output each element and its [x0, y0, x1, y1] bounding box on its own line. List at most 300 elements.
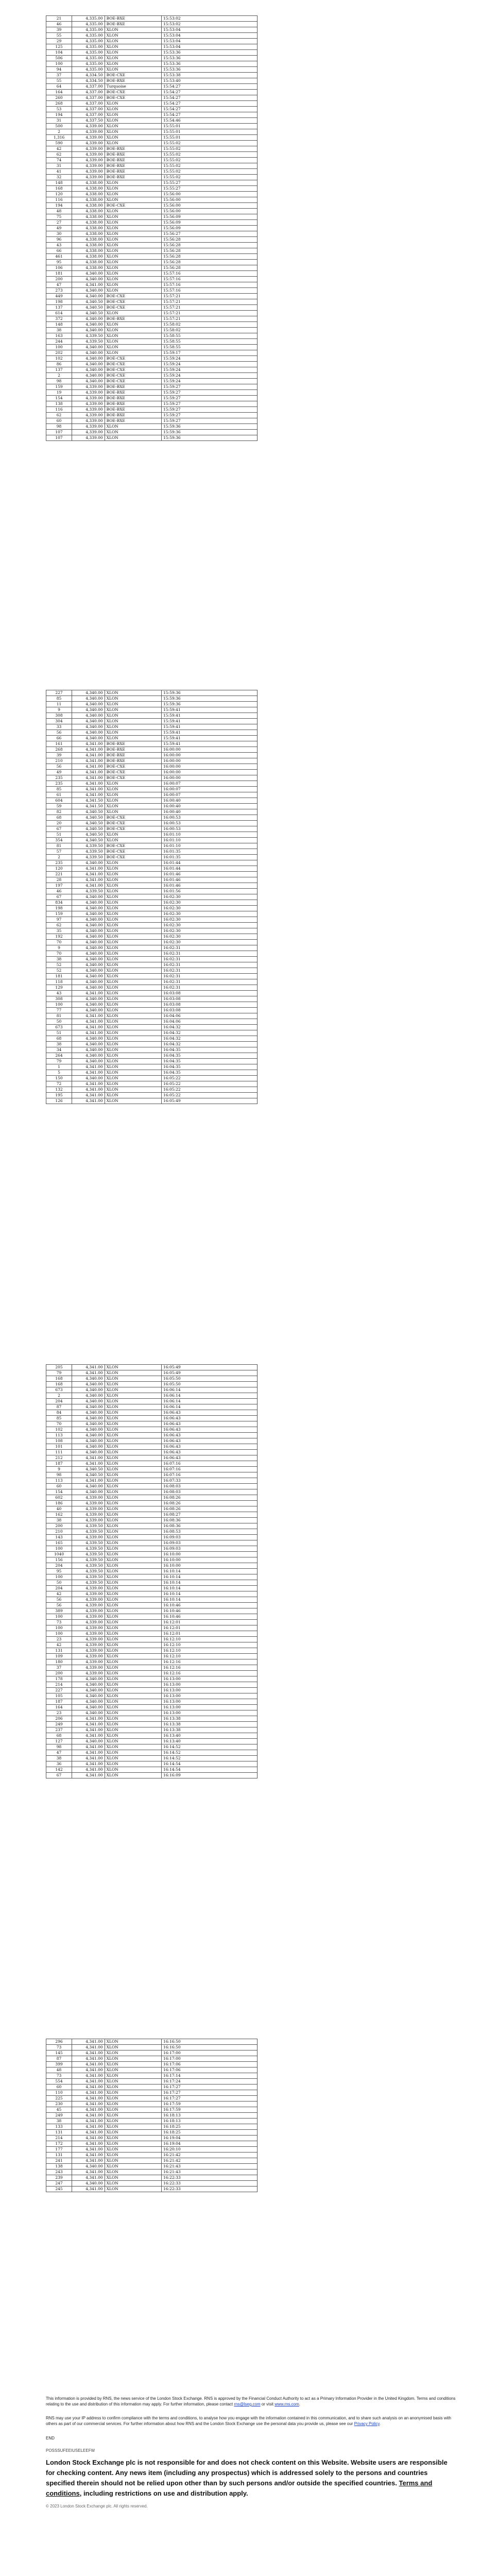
volume-cell: 214 [46, 1682, 72, 1688]
table-row [46, 1506, 258, 1512]
venue-cell: BOE-BXE [105, 747, 161, 753]
volume-cell: 180 [46, 1659, 72, 1665]
volume-cell: 673 [46, 1387, 72, 1393]
time-cell: 15:59:41 [161, 719, 257, 724]
venue-cell: XLON [105, 2153, 161, 2158]
volume-cell: 67 [46, 826, 72, 832]
venue-cell: XLON [105, 1387, 161, 1393]
table-row [46, 1087, 258, 1093]
rns-email-link[interactable]: rns@lseg.com [234, 2402, 261, 2406]
venue-cell: XLON [105, 702, 161, 707]
price-cell: 4,340.00 [72, 1399, 105, 1404]
price-cell: 4,340.00 [72, 1710, 105, 1716]
volume-cell: 100 [46, 1614, 72, 1620]
table-row [46, 911, 258, 917]
table-row [46, 815, 258, 821]
venue-cell: XLON [105, 2158, 161, 2164]
price-cell: 4,339.00 [72, 1586, 105, 1591]
price-cell: 4,340.00 [72, 1036, 105, 1042]
price-cell: 4,339.00 [72, 1535, 105, 1540]
table-row [46, 957, 258, 962]
volume-cell: 43 [46, 243, 72, 248]
venue-cell: XLON [105, 1546, 161, 1552]
table-row [46, 1070, 258, 1076]
time-cell: 16:02:31 [161, 962, 257, 968]
table-row [46, 832, 258, 838]
price-cell: 4,341.00 [72, 792, 105, 798]
price-cell: 4,337.50 [72, 118, 105, 124]
volume-cell: 168 [46, 186, 72, 192]
price-cell: 4,341.00 [72, 770, 105, 775]
table-row [46, 2130, 258, 2136]
venue-cell: XLON [105, 877, 161, 883]
volume-cell: 212 [46, 1455, 72, 1461]
price-cell: 4,337.00 [72, 112, 105, 118]
volume-cell: 500 [46, 124, 72, 129]
time-cell: 16:02:30 [161, 940, 257, 945]
time-cell: 16:04:06 [161, 1013, 257, 1019]
venue-cell: BOE-BXE [105, 16, 161, 22]
price-cell: 4,341.00 [72, 1727, 105, 1733]
time-cell: 16:06:43 [161, 1438, 257, 1444]
table-row [46, 1444, 258, 1450]
time-cell: 15:59:24 [161, 362, 257, 367]
price-cell: 4,341.00 [72, 2147, 105, 2153]
table-row [46, 1540, 258, 1546]
table-row [46, 101, 258, 107]
table-row [46, 214, 258, 220]
venue-cell: XLON [105, 2079, 161, 2084]
volume-cell: 100 [46, 1625, 72, 1631]
venue-cell: XLON [105, 696, 161, 702]
price-cell: 4,341.50 [72, 798, 105, 804]
venue-cell: XLON [105, 2039, 161, 2045]
table-row [46, 1563, 258, 1569]
time-cell: 16:13:00 [161, 1676, 257, 1682]
table-row [46, 849, 258, 855]
time-cell: 16:02:30 [161, 911, 257, 917]
volume-cell: 192 [46, 934, 72, 940]
price-cell: 4,341.00 [72, 1773, 105, 1778]
price-cell: 4,340.50 [72, 305, 105, 311]
price-cell: 4,338.00 [72, 231, 105, 237]
table-row [46, 328, 258, 333]
time-cell: 16:13:00 [161, 1705, 257, 1710]
price-cell: 4,341.00 [72, 1087, 105, 1093]
venue-cell: XLON [105, 838, 161, 843]
table-row [46, 209, 258, 214]
table-row [46, 2153, 258, 2158]
venue-cell: XLON [105, 1478, 161, 1484]
volume-cell: 100 [46, 345, 72, 350]
volume-cell: 55 [46, 78, 72, 84]
venue-cell: XLON [105, 1008, 161, 1013]
table-row [46, 152, 258, 158]
time-cell: 15:54:27 [161, 95, 257, 101]
time-cell: 16:10:00 [161, 1552, 257, 1557]
table-row [46, 61, 258, 67]
venue-cell: XLON [105, 345, 161, 350]
venue-cell: XLON [105, 2164, 161, 2170]
volume-cell: 235 [46, 860, 72, 866]
price-cell: 4,341.00 [72, 2136, 105, 2141]
table-row [46, 1756, 258, 1761]
price-cell: 4,341.00 [72, 2073, 105, 2079]
time-cell: 16:14:52 [161, 1756, 257, 1761]
rns-website-link[interactable]: www.rns.com [275, 2402, 299, 2406]
venue-cell: BOE-CXE [105, 356, 161, 362]
venue-cell: XLON [105, 2147, 161, 2153]
volume-cell: 399 [46, 2062, 72, 2067]
price-cell: 4,340.00 [72, 1404, 105, 1410]
volume-cell: 94 [46, 67, 72, 73]
table-row [46, 118, 258, 124]
volume-cell: 23 [46, 1637, 72, 1642]
price-cell: 4,339.00 [72, 158, 105, 163]
price-cell: 4,338.00 [72, 248, 105, 254]
volume-cell: 32 [46, 175, 72, 180]
table-row [46, 1093, 258, 1098]
time-cell: 16:02:30 [161, 906, 257, 911]
volume-cell: 73 [46, 2073, 72, 2079]
venue-cell: XLON [105, 107, 161, 112]
table-row [46, 719, 258, 724]
time-cell: 15:58:55 [161, 345, 257, 350]
venue-cell: XLON [105, 197, 161, 203]
price-cell: 4,341.00 [72, 2050, 105, 2056]
time-cell: 16:04:32 [161, 1025, 257, 1030]
price-cell: 4,340.50 [72, 832, 105, 838]
price-cell: 4,340.00 [72, 707, 105, 713]
time-cell: 15:55:02 [161, 141, 257, 146]
venue-cell: BOE-BXE [105, 175, 161, 180]
volume-cell: 120 [46, 192, 72, 197]
price-cell: 4,339.00 [72, 1512, 105, 1518]
table-row [46, 2056, 258, 2062]
table-row [46, 781, 258, 787]
venue-cell: XLON [105, 1365, 161, 1370]
time-cell: 15:56:28 [161, 265, 257, 271]
price-cell: 4,341.00 [72, 1098, 105, 1104]
volume-cell: 673 [46, 1025, 72, 1030]
table-row [46, 1659, 258, 1665]
privacy-policy-link[interactable]: Privacy Policy [354, 2421, 380, 2426]
time-cell: 16:05:50 [161, 1376, 257, 1382]
price-cell: 4,341.00 [72, 1070, 105, 1076]
time-cell: 16:06:14 [161, 1399, 257, 1404]
table-row [46, 1580, 258, 1586]
volume-cell: 98 [46, 1472, 72, 1478]
price-cell: 4,339.00 [72, 435, 105, 441]
time-cell: 16:04:35 [161, 1070, 257, 1076]
table-row [46, 1438, 258, 1444]
table-row [46, 1591, 258, 1597]
price-cell: 4,341.00 [72, 2141, 105, 2147]
volume-cell: 107 [46, 435, 72, 441]
price-cell: 4,340.00 [72, 934, 105, 940]
venue-cell: XLON [105, 866, 161, 872]
time-cell: 16:17:06 [161, 2062, 257, 2067]
time-cell: 15:56:28 [161, 248, 257, 254]
time-cell: 16:13:40 [161, 1739, 257, 1744]
price-cell: 4,339.50 [72, 849, 105, 855]
volume-cell: 68 [46, 815, 72, 821]
venue-cell: XLON [105, 934, 161, 940]
volume-cell: 168 [46, 1382, 72, 1387]
price-cell: 4,341.00 [72, 2107, 105, 2113]
time-cell: 15:55:02 [161, 163, 257, 169]
volume-cell: 106 [46, 265, 72, 271]
time-cell: 16:00:07 [161, 781, 257, 787]
table-row [46, 1501, 258, 1506]
price-cell: 4,339.50 [72, 339, 105, 345]
table-row [46, 2164, 258, 2170]
table-row [46, 1461, 258, 1467]
price-cell: 4,339.00 [72, 407, 105, 413]
venue-cell: XLON [105, 2073, 161, 2079]
volume-cell: 296 [46, 2039, 72, 2045]
table-row [46, 243, 258, 248]
venue-cell: BOE-CXE [105, 294, 161, 299]
volume-cell: 602 [46, 1495, 72, 1501]
venue-cell: BOE-BXE [105, 316, 161, 322]
time-cell: 16:18:13 [161, 2119, 257, 2124]
price-cell: 4,341.00 [72, 2090, 105, 2096]
table-row [46, 350, 258, 356]
volume-cell: 268 [46, 747, 72, 753]
table-row [46, 1574, 258, 1580]
table-row [46, 923, 258, 928]
table-row [46, 1625, 258, 1631]
volume-cell: 9 [46, 1467, 72, 1472]
table-row [46, 39, 258, 44]
volume-cell: 48 [46, 2067, 72, 2073]
time-cell: 16:01:35 [161, 855, 257, 860]
volume-cell: 84 [46, 1410, 72, 1416]
time-cell: 16:06:43 [161, 1410, 257, 1416]
volume-cell: 1,316 [46, 135, 72, 141]
price-cell: 4,338.00 [72, 186, 105, 192]
volume-cell: 110 [46, 2090, 72, 2096]
volume-cell: 154 [46, 396, 72, 401]
volume-cell: 129 [46, 985, 72, 991]
venue-cell: XLON [105, 1523, 161, 1529]
table-row [46, 1716, 258, 1722]
volume-cell: 181 [46, 974, 72, 979]
price-cell: 4,340.00 [72, 974, 105, 979]
volume-cell: 449 [46, 294, 72, 299]
table-row [46, 1682, 258, 1688]
time-cell: 16:03:08 [161, 996, 257, 1002]
price-cell: 4,338.00 [72, 192, 105, 197]
time-cell: 16:01:46 [161, 872, 257, 877]
volume-cell: 132 [46, 1087, 72, 1093]
price-cell: 4,339.00 [72, 141, 105, 146]
volume-cell: 273 [46, 288, 72, 294]
rns-info-paragraph: This information is provided by RNS, the news service of the London Stock Exchange. RNS is approved by the Financial Conduct Authority to act as a Primary Information Provider in the United Kingdom. Terms and conditions relating to the use and distribution of this information may apply. For further information, please contact rns@lseg.com or visit www.rns.com. [46, 2396, 456, 2406]
volume-cell: 105 [46, 1693, 72, 1699]
time-cell: 15:55:01 [161, 124, 257, 129]
volume-cell: 102 [46, 356, 72, 362]
price-cell: 4,341.00 [72, 2084, 105, 2090]
table-row [46, 1002, 258, 1008]
time-cell: 16:22:33 [161, 2181, 257, 2187]
time-cell: 16:22:33 [161, 2187, 257, 2192]
time-cell: 15:55:02 [161, 152, 257, 158]
price-cell: 4,341.00 [72, 1756, 105, 1761]
price-cell: 4,340.00 [72, 1484, 105, 1489]
table-row [46, 1637, 258, 1642]
volume-cell: 70 [46, 940, 72, 945]
time-cell: 16:00:53 [161, 815, 257, 821]
venue-cell: XLON [105, 1682, 161, 1688]
table-row [46, 2102, 258, 2107]
venue-cell: BOE-CXE [105, 73, 161, 78]
volume-cell: 200 [46, 1671, 72, 1676]
venue-cell: XLON [105, 1654, 161, 1659]
time-cell: 16:14:52 [161, 1744, 257, 1750]
volume-cell: 604 [46, 798, 72, 804]
venue-cell: XLON [105, 1370, 161, 1376]
price-cell: 4,340.00 [72, 1438, 105, 1444]
volume-cell: 37 [46, 1665, 72, 1671]
table-row [46, 129, 258, 135]
venue-cell: XLON [105, 979, 161, 985]
time-cell: 16:06:43 [161, 1416, 257, 1421]
volume-cell: 230 [46, 2102, 72, 2107]
volume-cell: 308 [46, 996, 72, 1002]
volume-cell: 36 [46, 1761, 72, 1767]
venue-cell: XLON [105, 2136, 161, 2141]
price-cell: 4,340.00 [72, 860, 105, 866]
table-row [46, 2073, 258, 2079]
table-row [46, 741, 258, 747]
price-cell: 4,339.00 [72, 1620, 105, 1625]
time-cell: 16:12:16 [161, 1671, 257, 1676]
price-cell: 4,340.00 [72, 294, 105, 299]
venue-cell: XLON [105, 985, 161, 991]
venue-cell: XLON [105, 1637, 161, 1642]
price-cell: 4,339.00 [72, 1637, 105, 1642]
volume-cell: 2 [46, 855, 72, 860]
volume-cell: 52 [46, 962, 72, 968]
time-cell: 15:59:24 [161, 379, 257, 384]
price-cell: 4,339.00 [72, 1654, 105, 1659]
time-cell: 15:59:36 [161, 702, 257, 707]
table-row [46, 1620, 258, 1625]
price-cell: 4,340.00 [72, 271, 105, 277]
time-cell: 16:09:03 [161, 1546, 257, 1552]
table-row [46, 2141, 258, 2147]
table-row [46, 2124, 258, 2130]
time-cell: 16:17:00 [161, 2050, 257, 2056]
time-cell: 16:05:22 [161, 1076, 257, 1081]
time-cell: 16:01:44 [161, 866, 257, 872]
table-row [46, 1013, 258, 1019]
volume-cell: 162 [46, 1512, 72, 1518]
time-cell: 15:56:00 [161, 209, 257, 214]
time-cell: 16:21:43 [161, 2170, 257, 2175]
time-cell: 16:00:40 [161, 798, 257, 804]
price-cell: 4,338.00 [72, 180, 105, 186]
table-row [46, 27, 258, 33]
table-row [46, 1767, 258, 1773]
time-cell: 16:01:46 [161, 883, 257, 889]
table-row [46, 2158, 258, 2164]
time-cell: 16:06:43 [161, 1433, 257, 1438]
volume-cell: 31 [46, 163, 72, 169]
time-cell: 15:57:16 [161, 288, 257, 294]
time-cell: 15:59:17 [161, 350, 257, 356]
venue-cell: XLON [105, 135, 161, 141]
table-row [46, 1569, 258, 1574]
time-cell: 15:59:27 [161, 401, 257, 407]
venue-cell: XLON [105, 1688, 161, 1693]
table-row [46, 44, 258, 50]
venue-cell: XLON [105, 1472, 161, 1478]
table-row [46, 175, 258, 180]
price-cell: 4,337.00 [72, 107, 105, 112]
price-cell: 4,339.00 [72, 1614, 105, 1620]
price-cell: 4,340.50 [72, 815, 105, 821]
table-row [46, 945, 258, 951]
venue-cell: XLON [105, 2170, 161, 2175]
table-row [46, 90, 258, 95]
table-row [46, 1042, 258, 1047]
time-cell: 16:08:03 [161, 1484, 257, 1489]
time-cell: 16:08:36 [161, 1518, 257, 1523]
time-cell: 16:08:27 [161, 1512, 257, 1518]
volume-cell: 98 [46, 1744, 72, 1750]
price-cell: 4,339.00 [72, 1648, 105, 1654]
venue-cell: XLON [105, 282, 161, 288]
volume-cell: 19 [46, 390, 72, 396]
volume-cell: 56 [46, 1603, 72, 1608]
table-row [46, 1614, 258, 1620]
volume-cell: 113 [46, 1478, 72, 1484]
time-cell: 15:53:40 [161, 78, 257, 84]
venue-cell: XLON [105, 951, 161, 957]
venue-cell: Turquoise [105, 84, 161, 90]
price-cell: 4,339.50 [72, 855, 105, 860]
venue-cell: XLON [105, 328, 161, 333]
price-cell: 4,340.00 [72, 2181, 105, 2187]
venue-cell: BOE-CXE [105, 855, 161, 860]
venue-cell: XLON [105, 2056, 161, 2062]
venue-cell: XLON [105, 192, 161, 197]
volume-cell: 98 [46, 424, 72, 430]
terms-and-conditions-link[interactable]: Terms and conditions [46, 2479, 433, 2497]
table-row [46, 1047, 258, 1053]
price-cell: 4,340.00 [72, 996, 105, 1002]
table-row [46, 169, 258, 175]
trades-table-4 [46, 2039, 258, 2192]
price-cell: 4,339.50 [72, 843, 105, 849]
price-cell: 4,339.00 [72, 129, 105, 135]
volume-cell: 77 [46, 1008, 72, 1013]
price-cell: 4,340.50 [72, 1472, 105, 1478]
table-row [46, 1399, 258, 1404]
time-cell: 15:58:02 [161, 328, 257, 333]
venue-cell: BOE-BXE [105, 407, 161, 413]
volume-cell: 156 [46, 1557, 72, 1563]
time-cell: 15:53:38 [161, 73, 257, 78]
time-cell: 16:07:16 [161, 1461, 257, 1467]
time-cell: 15:59:24 [161, 367, 257, 373]
price-cell: 4,339.00 [72, 169, 105, 175]
volume-cell: 249 [46, 1722, 72, 1727]
venue-cell: BOE-BXE [105, 741, 161, 747]
